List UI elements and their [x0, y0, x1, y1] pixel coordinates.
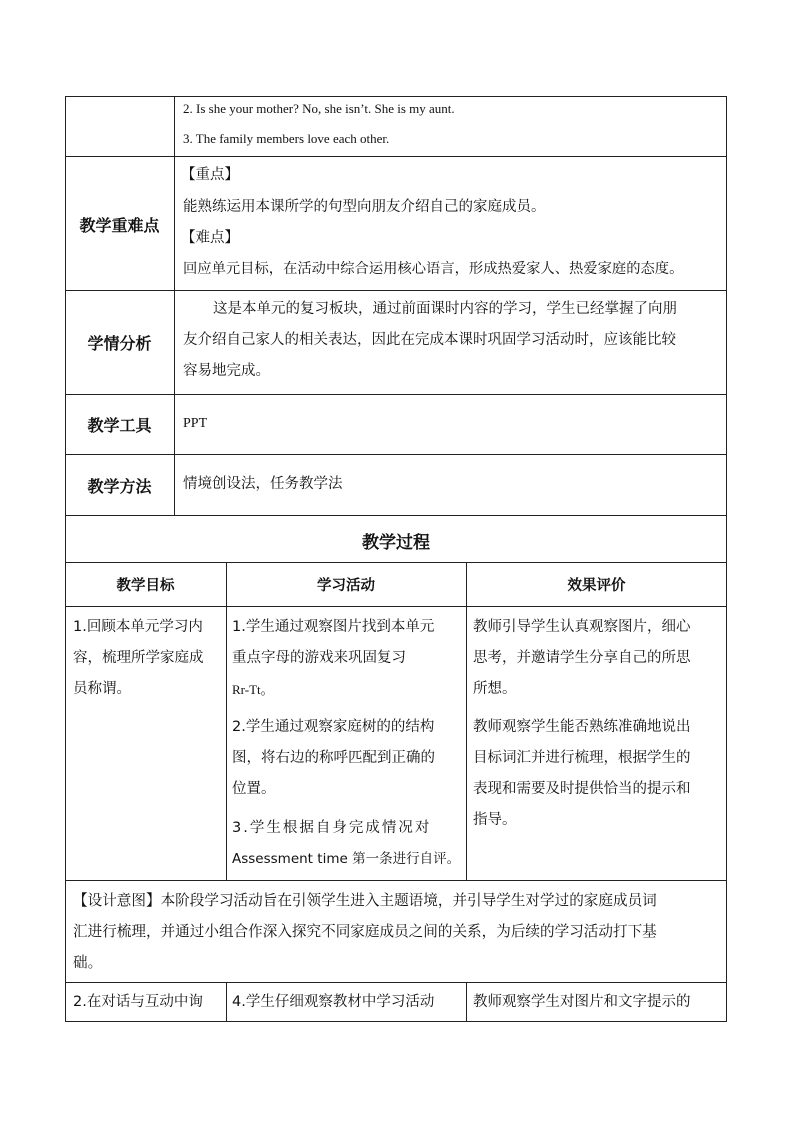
tools-value: PPT: [183, 416, 208, 431]
header-goal: 教学目标: [116, 578, 175, 594]
column-divider: [174, 96, 175, 515]
column-divider: [226, 562, 227, 880]
difficulty-tag: 【难点】: [181, 230, 239, 246]
row-divider: [65, 562, 727, 563]
text-line: Rr-Tt。: [232, 682, 274, 697]
evaluation-item: 教师观察学生对图片和文字提示的: [473, 994, 691, 1010]
activity-item: 4.学生仔细观察教材中学习活动: [232, 994, 435, 1010]
difficulty-text: 回应单元目标，在活动中综合运用核心语言，形成热爱家人、热爱家庭的态度。: [183, 261, 684, 277]
text-line: 教师观察学生能否熟练准确地说出: [473, 719, 691, 735]
process-title: 教学过程: [362, 533, 430, 553]
header-evaluation: 效果评价: [567, 578, 626, 594]
sentence-line: 2. Is she your mother? No, she isn’t. She is my aunt.: [183, 101, 455, 116]
text-line: 位置。: [232, 781, 276, 797]
text-line: 图，将右边的称呼匹配到正确的: [232, 750, 435, 766]
methods-label: 教学方法: [87, 477, 152, 496]
row-divider: [65, 454, 727, 455]
activity-item: [232, 612, 464, 705]
text-line: 1.学生通过观察图片找到本单元: [232, 619, 435, 635]
design-intent: [73, 885, 723, 978]
text-line: 目标词汇并进行梳理，根据学生的: [473, 750, 691, 766]
text-line: 重点字母的游戏来巩固复习: [232, 650, 406, 666]
text-line: 1.回顾本单元学习内: [73, 619, 203, 635]
key-points-label: 教学重难点: [79, 216, 160, 235]
row-divider: [65, 515, 727, 516]
row-divider: [65, 394, 727, 395]
text-line: 表现和需要及时提供恰当的提示和: [473, 781, 691, 797]
row-divider: [65, 606, 727, 607]
text-line: 础。: [73, 954, 103, 971]
text-line: Assessment time 第一条进行自评。: [232, 851, 461, 867]
header-activity: 学习活动: [317, 578, 375, 594]
activity-item: [232, 712, 464, 805]
learner-analysis-text: [183, 294, 721, 387]
text-line: 2.学生通过观察家庭树的的结构: [232, 719, 435, 735]
methods-value: 情境创设法，任务教学法: [183, 476, 343, 492]
goal-cell: 2.在对话与互动中询: [73, 994, 203, 1010]
evaluation-item: [473, 712, 723, 836]
sentence-line: 3. The family members love each other.: [183, 131, 390, 146]
column-divider: [466, 562, 467, 880]
text-line: 容，梳理所学家庭成: [73, 650, 204, 666]
text-line: 这是本单元的复习板块，通过前面课时内容的学习，学生已经掌握了向朋: [213, 301, 677, 317]
row-divider: [65, 290, 727, 291]
focus-text: 能熟练运用本课所学的句型向朋友介绍自己的家庭成员。: [183, 199, 546, 215]
row-divider: [65, 156, 727, 157]
text-line: 友介绍自己家人的相关表达，因此在完成本课时巩固学习活动时，应该能比较: [183, 332, 676, 348]
column-divider: [226, 982, 227, 1022]
column-divider: [466, 982, 467, 1022]
tools-label: 教学工具: [87, 416, 152, 435]
text-line: 3.学生根据自身完成情况对: [232, 820, 432, 836]
text-line: 所想。: [473, 681, 517, 697]
text-line: 容易地完成。: [183, 363, 270, 379]
text-line: 汇进行梳理，并通过小组合作深入探究不同家庭成员之间的关系，为后续的学习活动打下基: [73, 923, 657, 940]
row-divider: [65, 982, 727, 983]
goal-cell: [73, 612, 221, 705]
text-line: 员称谓。: [73, 681, 131, 697]
text-line: 思考，并邀请学生分享自己的所思: [473, 650, 691, 666]
text-line: 指导。: [473, 812, 517, 828]
row-divider: [65, 880, 727, 881]
learner-analysis-label: 学情分析: [87, 334, 152, 353]
text-line: 教师引导学生认真观察图片，细心: [473, 619, 691, 635]
activity-item: [232, 813, 464, 875]
focus-tag: 【重点】: [181, 167, 239, 183]
evaluation-item: [473, 612, 723, 705]
text-line: 【设计意图】本阶段学习活动旨在引领学生进入主题语境，并引导学生对学过的家庭成员词: [73, 892, 657, 909]
